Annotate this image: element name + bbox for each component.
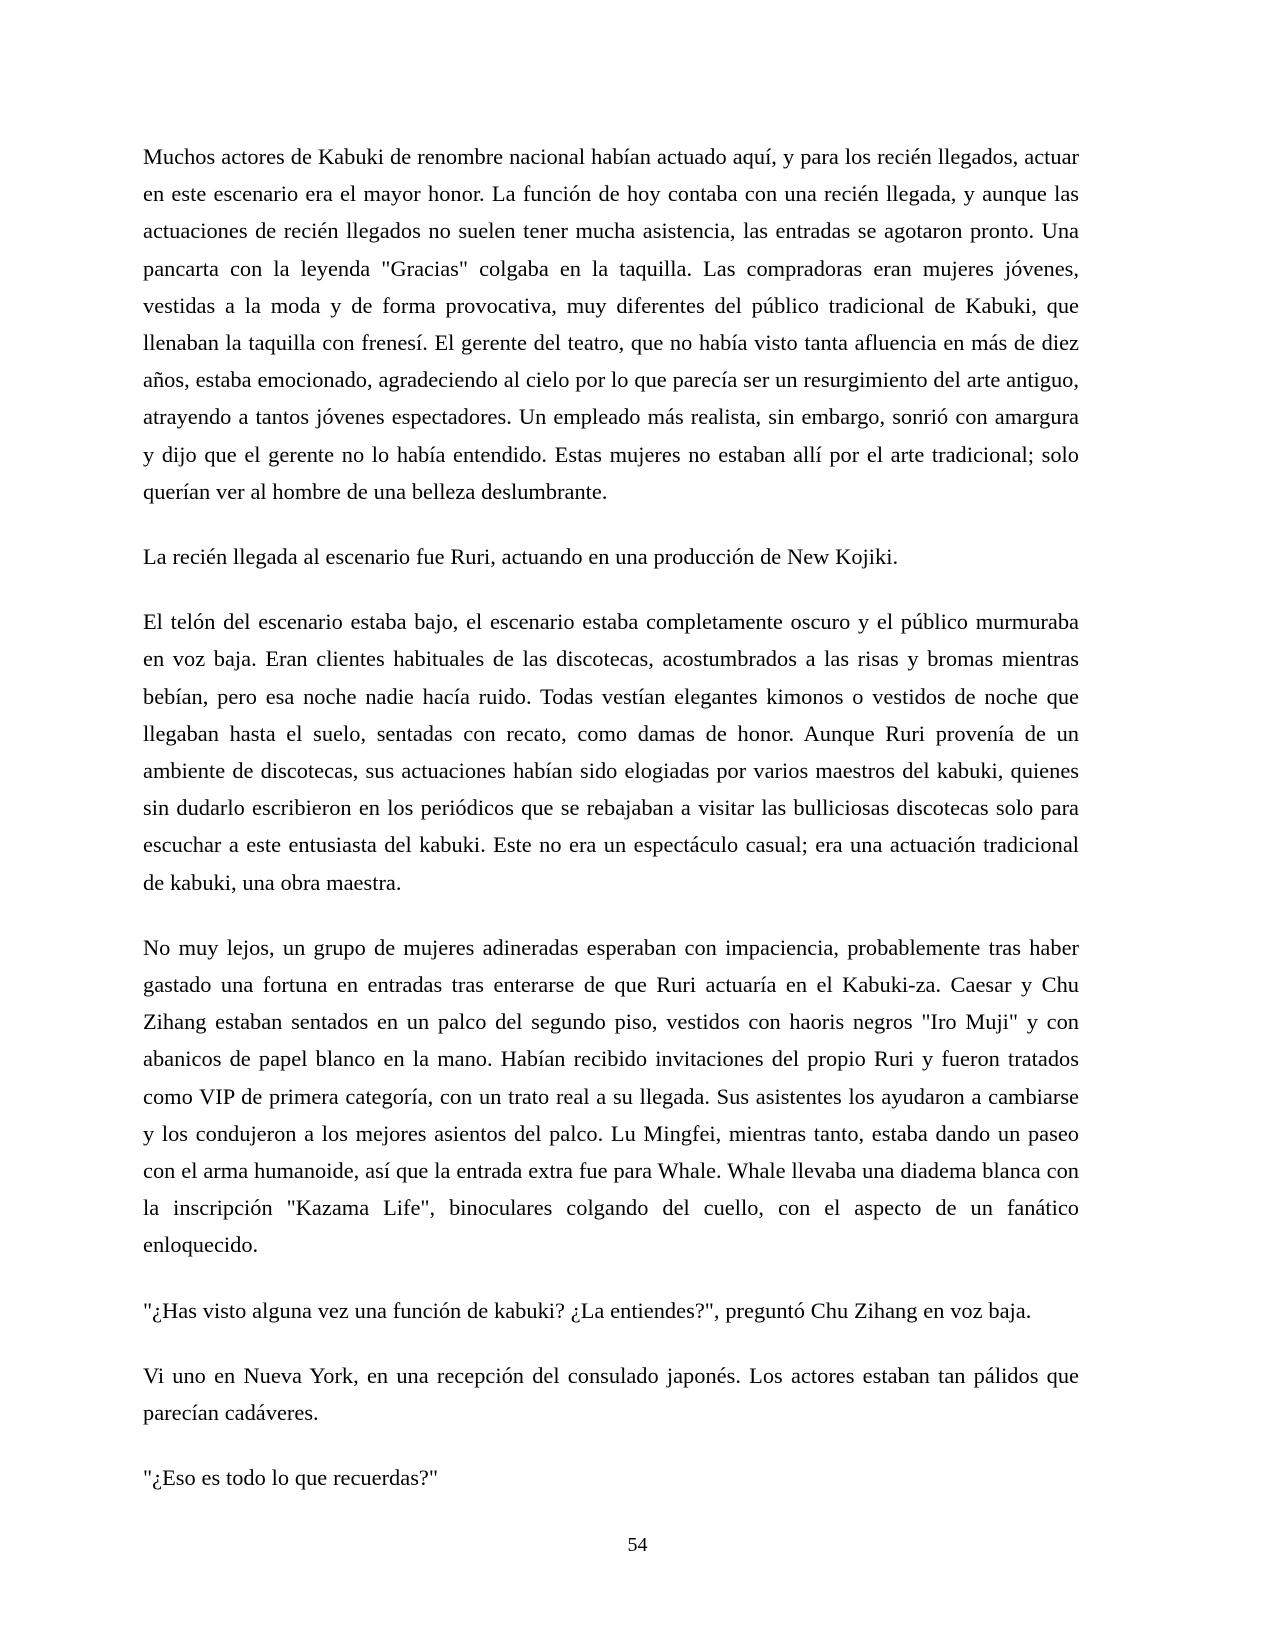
paragraph-2: La recién llegada al escenario fue Ruri, actuando en una producción de New Kojiki. xyxy=(143,544,899,570)
paragraph-5: "¿Has visto alguna vez una función de kabuki? ¿La entiendes?", preguntó Chu Zihang en voz baja. xyxy=(143,1297,1032,1323)
paragraph-4: No muy lejos, un grupo de mujeres adineradas esperaban con impaciencia, probablemente tras haber gastado una fortuna en entradas tras enterarse de que Ruri actuaría en el Kabuki-za. Caesar y Chu Zihang estaban sentados en un palco del segundo piso, vestidos con haoris negros "Iro Muji" y con abanicos de papel blanco en la mano. Habían recibido invitaciones del propio Ruri y fueron tratados como VIP de primera categoría, con un trato real a su llegada. Sus asistentes los ayudaron a cambiarse y los condujeron a los mejores asientos del palco. Lu Mingfei, mientras tanto, estaba dando un paseo con el arma humanoide, así que la entrada extra fue para Whale. Whale llevaba una diadema blanca con la inscripción "Kazama Life", binoculares colgando del cuello, con el aspecto de un fanático enloquecido. xyxy=(143,934,1079,1258)
paragraph-3: El telón del escenario estaba bajo, el escenario estaba completamente oscuro y el público murmuraba en voz baja. Eran clientes habituales de las discotecas, acostumbrados a las risas y bromas mientras bebían, pero esa noche nadie hacía ruido. Todas vestían elegantes kimonos o vestidos de noche que llegaban hasta el suelo, sentadas con recato, como damas de honor. Aunque Ruri provenía de un ambiente de discotecas, sus actuaciones habían sido elogiadas por varios maestros del kabuki, quienes sin dudarlo escribieron en los periódicos que se rebajaban a visitar las bulliciosas discotecas solo para escuchar a este entusiasta del kabuki. Este no era un espectáculo casual; era una actuación tradicional de kabuki, una obra maestra. xyxy=(143,609,1079,895)
paragraph-7: "¿Eso es todo lo que recuerdas?" xyxy=(143,1465,439,1491)
page-number: 54 xyxy=(627,1534,648,1556)
paragraph-6: Vi uno en Nueva York, en una recepción del consulado japonés. Los actores estaban tan pálidos que parecían cadáveres. xyxy=(143,1362,1079,1426)
paragraph-1: Muchos actores de Kabuki de renombre nacional habían actuado aquí, y para los recién llegados, actuar en este escenario era el mayor honor. La función de hoy contaba con una recién llegada, y aunque las actuaciones de recién llegados no suelen tener mucha asistencia, las entradas se agotaron pronto. Una pancarta con la leyenda "Gracias" colgaba en la taquilla. Las compradoras eran mujeres jóvenes, vestidas a la moda y de forma provocativa, muy diferentes del público tradicional de Kabuki, que llenaban la taquilla con frenesí. El gerente del teatro, que no había visto tanta afluencia en más de diez años, estaba emocionado, agradeciendo al cielo por lo que parecía ser un resurgimiento del arte antiguo, atrayendo a tantos jóvenes espectadores. Un empleado más realista, sin embargo, sonrió con amargura y dijo que el gerente no lo había entendido. Estas mujeres no estaban allí por el arte tradicional; solo querían ver al hombre de una belleza deslumbrante. xyxy=(143,144,1079,504)
page-body-text xyxy=(143,138,1079,1497)
